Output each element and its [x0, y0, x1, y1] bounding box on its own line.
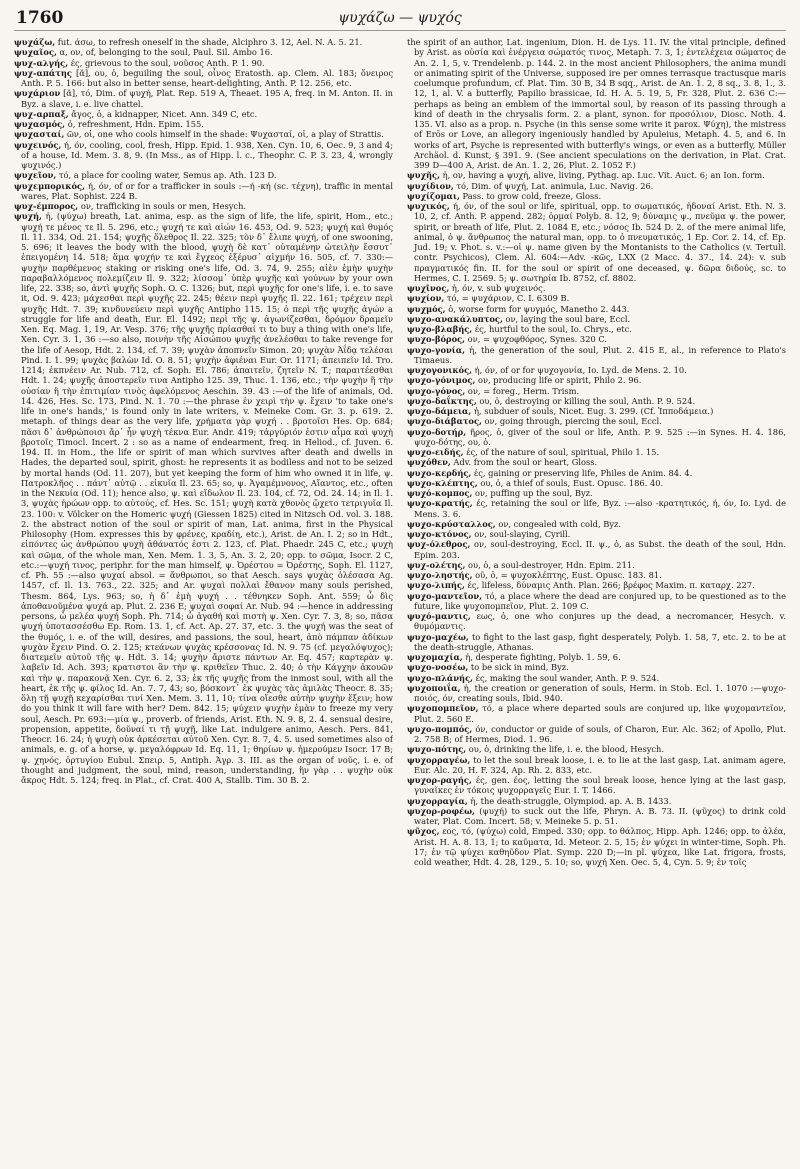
dictionary-entry	[407, 283, 786, 293]
dictionary-entry	[407, 826, 786, 867]
headword: ψυχή,	[14, 211, 42, 222]
dictionary-entry	[407, 181, 786, 191]
dictionary-entry	[407, 314, 786, 324]
headword: ψυχο-δάμεια,	[407, 406, 472, 416]
definition-text: εος, τό, (ψύχω) cold, Emped. 330; opp. to θάλπος, Hipp. Aph. 1246; opp. to ἀλέα, Arist. H. A. 8. 13, 1; to καῦματα, Id. Meteor. 2. 5, 15; ἐν ψύχει in winter-time, Soph. Ph. 17; ἐν τῷ ψύχει καθηῦδον Plat. Symp. 220 D;—in pl. ψύχεα, like Lat. frigora, frosts, cold weather, Hdt. 4. 28, 129., 5. 10; so, ψυχή Xen. Oec. 5, 4, Cyn. 5. 9; ἐν τοῖς	[414, 826, 786, 867]
definition-text: ον, puffing up the soul, Byz.	[472, 488, 593, 498]
definition-text: ον, laying the soul bare, Eccl.	[502, 313, 631, 324]
definition-text: ές, grievous to the soul, νοῦσος Anth. P. 1. 90.	[68, 57, 265, 68]
dictionary-entry	[407, 683, 786, 704]
definition-text: οῦ, ὁ, = ψυχοκλέπτης, Eust. Opusc. 183. 81.	[472, 570, 662, 580]
definition-text: ές, hurtful to the soul, Io. Chrys., etc.	[472, 324, 632, 334]
headword: ψυχάζω,	[14, 37, 56, 47]
dictionary-entry	[407, 478, 786, 488]
dictionary-entry	[407, 755, 786, 776]
right-column	[407, 37, 786, 1157]
dictionary-entry	[14, 140, 393, 171]
definition-text: όν, conductor or guide of souls, of Charon, Eur. Alc. 362; of Apollo, Plut. 2. 758 B; of Hermes, Diod. 1. 96.	[414, 723, 786, 744]
dictionary-entry	[14, 109, 393, 119]
definition-text: Pass. to grow cold, freeze, Gloss.	[459, 190, 602, 201]
headword: ψυχίον,	[407, 293, 445, 304]
headword: ψυχο-μαχέω,	[407, 631, 469, 642]
headword: ψυχο-ληστής,	[407, 570, 473, 580]
definition-text: ές, making the soul wander, Anth. P. 9. 524.	[473, 672, 660, 683]
definition-text: ον, producing life or spirit, Philo 2. 96.	[475, 375, 642, 386]
headword: ψυχορραγία,	[407, 795, 468, 806]
dictionary-entry	[407, 37, 786, 170]
definition-text: τό, a place for cooling water, Semus ap. Ath. 123 D.	[56, 170, 277, 181]
dictionary-entry	[407, 468, 786, 478]
dictionary-entry	[14, 58, 393, 68]
definition-text: ου, ὁ, a soul-destroyer, Hdn. Epim. 211.	[465, 559, 635, 570]
definition-text: ον, trafficking in souls or men, Hesych.	[78, 201, 247, 211]
columns	[14, 37, 786, 1157]
dictionary-entry	[14, 119, 393, 129]
dictionary-entry	[14, 170, 393, 180]
headword: ψυχικός,	[407, 201, 450, 211]
headword: ψυχο-νοσέω,	[407, 662, 469, 673]
definition-text: ἡ, όν, v. sub ψυχεινός.	[449, 283, 546, 293]
headword: ψυχο-δαΐκτης,	[407, 395, 477, 406]
dictionary-entry	[407, 632, 786, 653]
definition-text: ές, of the nature of soul, spiritual, Philo 1. 15.	[463, 447, 660, 457]
definition-text: to fight to the last gasp, fight desperately, Polyb. 1. 58, 7, etc. 2. to be at the death-struggle, Athanas.	[414, 631, 786, 652]
dictionary-entry	[407, 498, 786, 519]
headword: ψυχεινός,	[14, 139, 62, 150]
headword: ψυχοπομπεῖον,	[407, 703, 479, 714]
headword: ψυχόθεν,	[407, 457, 451, 468]
headword: ψυχο-βλαβής,	[407, 324, 473, 334]
headword: ψυχ-ολέτης,	[407, 559, 466, 570]
headword: ψυχαῖος,	[14, 47, 57, 58]
headword: ψυχεμπορικός,	[14, 180, 85, 191]
definition-text: ἄγος, ὁ, a kidnapper, Nicet. Ann. 349 C, etc.	[68, 108, 258, 119]
definition-text: εως, ὁ, one who conjures up the dead, a necromancer, Hesych. v. θυμόμαντις.	[414, 611, 786, 632]
definition-text: ὁ, worse form for ψυγμός, Manetho 2. 443.	[445, 303, 630, 314]
definition-text: ῆρος, ὁ, giver of the soul or life, Anth. P. 9. 525 :—in Synes. H. 4. 186, ψυχο-δότης, ου, ὁ.	[414, 426, 786, 447]
dictionary-entry	[407, 365, 786, 375]
headword: ψυχο-ειδής,	[407, 447, 464, 457]
headword: ψυχίζομαι,	[407, 190, 460, 201]
headword: ψυχο-πλάνής,	[407, 672, 474, 683]
headword: ψυχο-μαντεῖον,	[407, 590, 483, 601]
definition-text: ον, = ψυχοφθόρος, Synes. 320 C.	[465, 334, 608, 345]
definition-text: τό, = ψυχάριον, C. I. 6309 B.	[444, 293, 570, 304]
headword: ψυχο-λιπής,	[407, 580, 465, 591]
headword: ψυχασταί,	[14, 129, 65, 140]
left-column	[14, 37, 393, 1157]
dictionary-entry	[14, 37, 393, 47]
dictionary-entry	[407, 519, 786, 529]
dictionary-entry	[407, 488, 786, 498]
definition-text: fut. άσω, to refresh oneself in the shade, Alciphro 3. 12, Ael. N. A. 5. 21.	[55, 37, 363, 47]
dictionary-entry	[14, 88, 393, 109]
headword: ψυχο-πομπός,	[407, 723, 473, 734]
dictionary-entry	[407, 662, 786, 672]
definition-text: ἡ, the generation of the soul, Plut. 2. 415 E, al., in reference to Plato's Timaeus.	[414, 344, 786, 365]
dictionary-entry	[407, 416, 786, 426]
definition-text: ον, soul-slaying, Cyrill.	[471, 529, 571, 539]
dictionary-entry	[407, 386, 786, 396]
headword: ψυχῖνος,	[407, 283, 450, 293]
dictionary-entry	[14, 211, 393, 785]
definition-text: [ᾰ], τό, Dim. of ψυχή, Plat. Rep. 519 A, Theaet. 195 A, freq. in M. Anton. II. in Byz. a slave, i. e. live chattel.	[21, 88, 393, 109]
dictionary-entry	[407, 744, 786, 754]
headword: ψυχ-έμπορος,	[14, 201, 79, 211]
dictionary-entry	[407, 703, 786, 724]
definition-text: ές, lifeless, δύναμις Anth. Plan. 266; βρέφος Maxim. π. καταρχ. 227.	[464, 580, 755, 591]
headword: ψυχομαχία,	[407, 652, 463, 662]
definition-text: ὁ, refreshment, Hdn. Epim. 155.	[65, 119, 204, 129]
dictionary-entry	[407, 191, 786, 201]
headword: ψυχο-πότης,	[407, 744, 467, 755]
definition-text: ἡ, desperate fighting, Polyb. 1. 59, 6.	[462, 652, 621, 662]
headword: ψυχ-απάτης	[14, 67, 72, 78]
dictionary-entry	[407, 673, 786, 683]
headword: ψυχο-δοτήρ,	[407, 426, 467, 437]
dictionary-entry	[407, 406, 786, 416]
dictionary-entry	[14, 47, 393, 57]
dictionary-entry	[407, 560, 786, 570]
headword: ψυχεῖον,	[14, 170, 57, 181]
dictionary-entry	[407, 447, 786, 457]
dictionary-entry	[14, 129, 393, 139]
headword: ψῦχος,	[407, 826, 440, 837]
dictionary-entry	[407, 591, 786, 612]
definition-text: ἡ, ον, having a ψυχή, alive, living, Pythag. ap. Luc. Vit. Auct. 6; an Ion. form.	[440, 170, 765, 181]
dictionary-entry	[407, 652, 786, 662]
dictionary-entry	[407, 304, 786, 314]
definition-text: ές, gaining or preserving life, Philes de Anim. 84. 4.	[471, 467, 693, 478]
dictionary-entry	[14, 181, 393, 202]
headword: ψυχο-γόνιμος,	[407, 375, 476, 386]
headword: ψυχο-κερδής,	[407, 467, 472, 478]
headword: ψυχό-μαντις,	[407, 611, 471, 621]
definition-text: τό, a place where departed souls are conjured up, like ψυχομαντεῖον, Plut. 2. 560 E.	[414, 703, 786, 724]
definition-text: ές, gen. έος, letting the soul break loose, hence lying at the last gasp, γυναῖκες ἐν τόκοις ψυχορραγεῖς Eur. I. T. 1466.	[414, 775, 786, 796]
headword: ψυχο-γονία,	[407, 344, 466, 355]
dictionary-entry	[407, 457, 786, 467]
definition-text: ἡ, (ψύχω) breath, Lat. anima, esp. as the sign of life, the life, spirit, Hom., etc.; ψυχή τε μένος τε Il. 5. 296, etc.; ψυχή τε καὶ αἰών 16. 453, Od. 9. 523; ψυχή καὶ θυμός Il. 11. 334, Od. 21. 154; ψυχῆς ὄλεθρος Il. 22. 325; τὸν δ᾽ ἔλιπε ψυχή, of one swooning, 5. 696; it leaves the body with the blood, ψυχὴ δὲ κατ᾽ οὐταμένην ὠτειλὴν ἔσσυτ᾽ ἐπειγομένη 14. 518; ἅμα ψυχήν τε καὶ ἔγχεος ἐξέρυσ᾽ αἰχμήν 16. 505, cf. 7. 330:—ψυχὴν παρθέμενος staking or risking one's life, Od. 3. 74, 9. 255; αἰὲν ἐμὴν ψυχὴν παραβαλλόμενος πολεμίζειν Il. 9. 322; λίσσομ᾽ ὑπὲρ ψυχῆς καὶ γούνων by your own life, 22. 338; so, ἀντὶ ψυχῆς Soph. O. C. 1326; but, περὶ ψυχῆς for one's life, i. e. to save it, Od. 9. 423; μάχεσθαι περὶ ψυχῆς 22. 245; θέειν περὶ ψυχῆς Il. 22. 161; τρέχειν περὶ ψυχῆς Hdt. 7. 39; κινδυνεύειν περὶ ψυχῆς Antipho 115. 15; ὁ περὶ τῆς ψυχῆς ἀγών a struggle for life and death, Eur. El. 1492; περὶ τῆς ψ. ἀγωνίζεσθαι, δρόμον δραμεῖν Xen. Eq. Mag. 1, 19, Ar. Vesp. 376; τῆς ψυχῆς πρίασθαί τι to buy a thing with one's life, Xen. Cyr. 3. 1, 36 :—so also, ποινὴν τῆς Αἰσώπου ψυχῆς ἀνελέσθαι to take revenge for the life of Aesop, Hdt. 2. 134, cf. 7. 39; ψυχὰν ἀποπνεῖν Simon. 20; ψυχὰν Ἀΐδᾳ τελέσαι Pind. I. 1. 99; ψυχὰς βαλὼν Id. O. 8. 51; ψυχὴν ἀφιέναι Eur. Or. 1171; ἀπειπεῖν Id. Tro. 1214; ἐκπνέειν Ar. Nub. 712, cf. Soph. El. 786; ἀπαιτεῖν, ζητεῖν N. T.; παραιτέεσθαι Hdt. 1. 24; ψυχῆς ἀποστερεῖν τινα Antipho 125. 39, Thuc. 1. 136, etc.; τὴν ψυχὴν ἢ τὴν οὐσίαν ἢ τὴν ἐπιτιμίαν τινὸς ἀφελόμενος Aeschin. 39. 43 :—of the life of animals, Od. 14. 426, Hes. Sc. 173, Pind. N. 1. 70 :—the phrase ἐν χειρὶ τὴν ψ. ἔχειν 'to take one's life in one's hands,' is found only in late writers, v. Meineke Com. Gr. 3. p. 619. 2. metaph. of things dear as the very life, χρήματα γὰρ ψυχή . . βροτοῖσι Hes. Op. 684; πᾶσι δ᾽ ἀνθρώποισι ἄρ᾽ ἦν ψυχὴ τέκνα Eur. Andr. 419; τἀργύριόν ἐστιν αἷμα καὶ ψυχὴ βροτοῖς Timocl. Incert. 2 : so as a name of endearment, freq. in Heliod., cf. Juven. 6. 194. II. in Hom., the life or spirit of man which survives after death and dwells in Hades, the departed soul, spirit, ghost: he represents it as bodiless and not to be seized by mortal hands (Od. 11. 207), but yet keeping the form of him who owned it in life, ψ. Πατροκλῆος . . πάντ᾽ αὐτῷ . . εἰκυῖα Il. 23. 65; so, ψ. Ἀγαμέμνονος, Αἴαντος, etc., often in the Νεκυία (Od. 11); hence also, ψ. καὶ εἴδωλον Il. 23. 104, cf. 72, Od. 24. 14; in Il. 1. 3, ψυχὰς ἡρώων opp. to αὐτούς, cf. Hes. Sc. 151; ψυχὴ κατὰ χθονὸς ᾤχετο τετριγυῖα Il. 23. 100: v. Völcker on the Homeric ψυχή (Giessen 1825) cited in Nitzsch Od. vol. 3. 188. 2. the abstract notion of the soul or spirit of man, Lat. anima, first in the Physical Philosophy (Hom. expresses this by φρένες, κραδίη, etc.), Arist. de An. I. 2; so in Hdt., εἰπόντες ὡς ἀνθρώπου ψυχὴ ἀθάνατός ἐστι 2. 123, cf. Plat. Phaedr. 245 C, etc.; ψυχὴ καὶ σῶμα, of the whole man, Xen. Mem. 1. 3, 5, An. 3. 2, 20; opp. to σῶμα, Isocr. 2 C, etc.:—ψυχή τινος, periphr. for the man himself, ψ. Ὀρέστου = Ὀρέστης, Soph. El. 1127, cf. Ph. 55 :—also ψυχαί absol. = ἄνθρωποι, so that Aesch. says ψυχὰς ὀλέσασα Ag. 1457, cf. Il. 13. 763., 22. 325; and Ar. ψυχαὶ πολλαὶ ἔθανον many souls perished, Thesm. 864, Lys. 963; so, ἡ δ᾽ ἐμὴ ψυχή . . τέθνηκεν Soph. Ant. 559; ὦ δὶς ἀποθανοῦμένα ψυχά ap. Plut. 2. 236 E; ψυχαὶ σοφαί Ar. Nub. 94 :—hence in addressing persons, ὦ μελέα ψυχή Soph. Ph. 714; ὦ ἀγαθή καὶ πιστὴ ψ. Xen. Cyr. 7. 3, 8; so, πᾶσα ψυχή ὑποτασσέσθω Ep. Rom. 13. 1, cf. Act. Ap. 27. 37, etc. 3. the ψυχή was the seat of the θυμός, i. e. of the will, desires, and passions, the soul, heart, ἀπὸ πάμπαν ἀδίκων ψυχὰν ἔχειν Pind. O. 2. 125; κτεάνων ψυχὰς κρέσσονας Id. N. 9. 75 (cf. μεγαλόψυχος); διατεμεῖν αὐτοῦ τῆς ψ. Hdt. 3. 14; ψυχὴν ἄριστε πάντων Ar. Eq. 457; καρτερὰν ψ. λαβεῖν Id. Ach. 393; κρατιστοι ἂν τὴν ψ. κριθεῖεν Thuc. 2. 40; ὁ τὴν Κάγχην ἀκουῶν καὶ τὴν ψ. παρακονᾷ Xen. Cyr. 6. 2, 33; ἐκ τῆς ψυχῆς from the inmost soul, with all the heart, ἐκ τῆς ψ. φίλος Id. An. 7. 7, 43; so, βόσκοντ᾽ ἐκ ψυχὰς τὰς ἀμιλὰς Theocr. 8. 35; ὅλῃ τῇ ψυχῇ κεχαρίσθαι τινί Xen. Mem. 3. 11, 10; τίνα οἴεσθε αὐτὴν ψυχὴν ἕξειν; how do you think it will fare with her? Dem. 842. 15; ψύχειν ψυχὴν ἐμὰν to freeze my very soul, Aesch. Pr. 693:—μία ψ., proverb. of friends, Arist. Eth. N. 9. 8, 2. 4. sensual desire, propension, appetite, δοῦναί τι τῇ ψυχῇ, like Lat. indulgere animo, Aesch. Pers. 841, Theocr. 16. 24; ἡ ψυχὴ οὐκ ἀρκέσεται αὐτοῦ Xen. Cyr. 8. 7, 4. 5. used sometimes also of animals, e. g. of a horse, ψ. μεγαλόφρων Id. Eq. 11, 1; θηρίων ψ. ἡμερούμεν Isocr. 17 B; ψ. χηνός, ὀρτυγίου Eubul. Σπειρ. 5, Antiph. Ἀγρ. 3. III. as the organ of νοῦς, i. e. of thought and judgment, the soul, mind, reason, understanding, ἣν γὰρ . . ψυχὴν οὐκ ἄκρος Hdt. 5. 124; freq. in Plat., cf. Crat. 400 A, Stallb. Tim. 30 B. 2.	[21, 211, 393, 785]
dictionary-entry	[407, 806, 786, 827]
dictionary-entry	[407, 334, 786, 344]
headword: ψυχ-όλεθρος,	[407, 539, 471, 550]
dictionary-entry	[407, 570, 786, 580]
dictionary-entry	[407, 796, 786, 806]
definition-text: ή, όν, cooling, cool, fresh, Hipp. Epid. 1. 938, Xen. Cyn. 10, 6, Oec. 9, 3 and 4; of a house, Id. Mem. 3. 8, 9. (In Mss., as of Hipp. l. c., Theophr. C. P. 3. 23, 4, wrongly ψυχινός.)	[21, 139, 393, 170]
definition-text: to be sick in mind, Byz.	[468, 662, 569, 673]
definition-text: ου, ὁ, drinking the life, i. e. the blood, Hesych.	[466, 744, 665, 755]
headword: ψυχο-κλέπτης,	[407, 477, 478, 488]
headword: ψυχο-διάβατος,	[407, 416, 482, 427]
definition-text: ἡ, subduer of souls, Nicet. Eug. 3. 299. (Cf. Ἱπποδάμεια.)	[471, 406, 714, 416]
headword: ψυχό-κομπος,	[407, 488, 473, 498]
running-head: ψυχάζω — ψυχός	[338, 10, 462, 26]
definition-text: Adv. from the soul or heart, Gloss.	[450, 457, 598, 468]
headword: ψυχμός,	[407, 303, 446, 314]
definition-text: ή, όν, of the soul or life, spiritual, opp. to σωματικός, ἡδοναί Arist. Eth. N. 3. 10, 2, cf. Anth. P. append. 282; ὁρμαί Polyb. 8. 12, 9; δύναμις ψ., πνεῦμα ψ. the power, spirit, or breath of life, Plut. 2. 1084 E, etc.; νόσος Ib. 524 D. 2. of the mere animal life, animal, ὁ ψ. ἄνθρωπος the natural man, opp. to ὁ πνευματικός, 1 Ep. Cor. 2. 14, cf. Ep. Jud. 19; v. Phot. s. v.:—οἱ ψ. name given by the Montanists to the Catholics (v. Tertull. contr. Psychicos), Clem. Al. 604:—Adv. -κῶς, LXX (2 Macc. 4. 37., 14. 24): v. sub πραγματικός fin. II. for the soul or spirit of one deceased, ψ. δῶρα διδούς, sc. to Hermes, C. I. 2569. 5; ψ. σωτηρία Ib. 8752, cf. 8802.	[414, 201, 786, 283]
headword: ψυχο-κρατής,	[407, 498, 473, 509]
definition-text: τό, Dim. of ψυχή, Lat. animula, Luc. Navig. 26.	[453, 180, 654, 191]
dictionary-entry	[407, 324, 786, 334]
headword: ψυχασμός,	[14, 119, 66, 129]
headword: ψυχάριον	[14, 88, 61, 99]
definition-text: ἡ, the death-struggle, Olympiod. ap. A. B. 1433.	[467, 795, 672, 806]
definition-text: ον, congealed with cold, Byz.	[495, 518, 622, 529]
dictionary-entry	[407, 539, 786, 560]
headword: ψυχίδιον,	[407, 180, 454, 191]
headword: ψυχ-αλγής,	[14, 57, 69, 68]
definition-text: ή, όν, of or for ψυχογονία, Io. Lyd. de Mens. 2. 10.	[472, 365, 687, 375]
dictionary-entry	[407, 724, 786, 745]
definition-text: ῶν, οἱ, one who cools himself in the shade: Ψυχασταί, οἱ, a play of Strattis.	[64, 129, 384, 140]
headword: ψυχῆς,	[407, 170, 440, 181]
headword: ψυχο-κρύσταλλος,	[407, 518, 496, 529]
definition-text: (ψυχή) to suck out the life, Phryn. A. B. 73. II. (ψῦχος) to drink cold water, Plat. Com. Incert. 58; v. Meineke 5. p. 51.	[414, 805, 786, 826]
dictionary-entry	[407, 580, 786, 590]
dictionary-entry	[14, 68, 393, 89]
headword: ψυχο-κτόνος,	[407, 529, 472, 539]
definition-text: ἡ, the creation or generation of souls, Herm. in Stob. Ecl. 1. 1070 :—ψυχο-ποιός, όν, creating souls, Ibid. 940.	[414, 682, 786, 703]
dictionary-entry	[407, 201, 786, 283]
definition-text: to let the soul break loose, i. e. to lie at the last gasp, Lat. animam agere, Eur. Alc. 20, H. F. 324, Ap. Rh. 2. 833, etc.	[414, 754, 786, 775]
dictionary-entry	[407, 529, 786, 539]
definition-text: ου, ὁ, a thief of souls, Eust. Opusc. 186. 40.	[477, 477, 664, 488]
dictionary-entry	[407, 375, 786, 385]
headword: ψυχ-αρπαξ,	[14, 108, 69, 119]
headword: ψυχορ-ραγής,	[407, 775, 472, 785]
dictionary-entry	[407, 396, 786, 406]
dictionary-entry	[407, 293, 786, 303]
headword: ψυχορραγέω,	[407, 754, 471, 765]
headword: ψυχοποιΐα,	[407, 682, 461, 693]
definition-text: ον, soul-destroying, Eccl. II. ψ., ὁ, as Subst. the death of the soul, Hdn. Epim. 203.	[414, 539, 786, 560]
definition-text: ον, going through, piercing the soul, Eccl.	[481, 416, 662, 427]
dictionary-entry	[407, 170, 786, 180]
headword: ψυχορ-ροφέω,	[407, 805, 475, 816]
page-number: 1760	[16, 8, 64, 28]
definition-text: ές, retaining the soul or life, Byz. :—also -κρατητικός, ή, όν, Io. Lyd. de Mens. 3. 6.	[414, 498, 786, 519]
definition-text: ον, = foreg., Herm. Trism.	[465, 385, 580, 396]
dictionary-entry	[407, 775, 786, 796]
dictionary-entry	[407, 611, 786, 632]
dictionary-entry	[407, 345, 786, 366]
definition-text: the spirit of an author, Lat. ingenium, Dion. H. de Lys. 11. IV. the vital principle, defined by Arist. as οὐσία καὶ ἐνέργεια σώματός τινος, Metaph. 7. 3, 1; ἐντελέχεια σώματος de An. 2. 1, 5, v. Trendelenb. p. 144. 2. in the most ancient Philosophers, the anima mundi or animating spirit of the Universe, supposed ire per omnes terrasque tractusque maris coelumque profundum, cf. Plat. Tim. 30 B, 34 B sqq., Arist. de An. 1. 2, 8 sq., 3. 8, 1., 3. 12, 1, al. V. a butterfly, Papilio brassicae, Id. H. A. 5. 19, 5, Fr. 328, Plut. 2. 636 C:—perhaps as being an emblem of the immortal soul, by reason of its passing through a kind of death in the chrysalis form. 2. a plant, synon. for προσόλιον, Diosc. Noth. 4. 135. VI. also as a prop. n. Psyche (in this sense some write it parox. Ψύχη), the mistress of Erōs or Love, an allegory ingeniously handled by Apuleius, Metaph. 4. 5, and 6. In works of art, Psyche is represented with butterfly's wings, or even as a butterfly, Müller Archäol. d. Kunst, § 391. 9. (See ancient speculations on the derivation, in Plat. Crat. 399 D—400 A, Arist. de An. 1. 2, 26, Plut. 2. 1052 F.)	[407, 37, 786, 170]
page-header	[14, 8, 786, 31]
definition-text: [ᾰ], ου, ὁ, beguiling the soul, οἶνος Eratosth. ap. Clem. Al. 183; ὄνειρος Anth. P. 5. 166: but also in better sense, heart-delighting, Anth. P. 12. 256, etc.	[21, 67, 393, 88]
definition-text: τό, a place where the dead are conjured up, to be questioned as to the future, like ψυχοπομπεῖον, Plut. 2. 109 C.	[414, 590, 786, 611]
dictionary-entry	[14, 201, 393, 211]
headword: ψυχο-γόνος,	[407, 385, 466, 396]
dictionary-entry	[407, 427, 786, 448]
headword: ψυχογονικός,	[407, 365, 473, 375]
definition-text: ή, όν, of or for a trafficker in souls :—ή -κή (sc. τέχνη), traffic in mental wares, Plat. Sophist. 224 B.	[21, 180, 393, 201]
definition-text: α, ον, of, belonging to the soul, Paul. Sil. Ambo 16.	[56, 47, 273, 58]
headword: ψυχο-βόρος,	[407, 334, 466, 345]
definition-text: ου, ὁ, destroying or killing the soul, Anth. P. 9. 524.	[476, 395, 696, 406]
headword: ψυχο-ανακάλυπτος,	[407, 313, 503, 324]
